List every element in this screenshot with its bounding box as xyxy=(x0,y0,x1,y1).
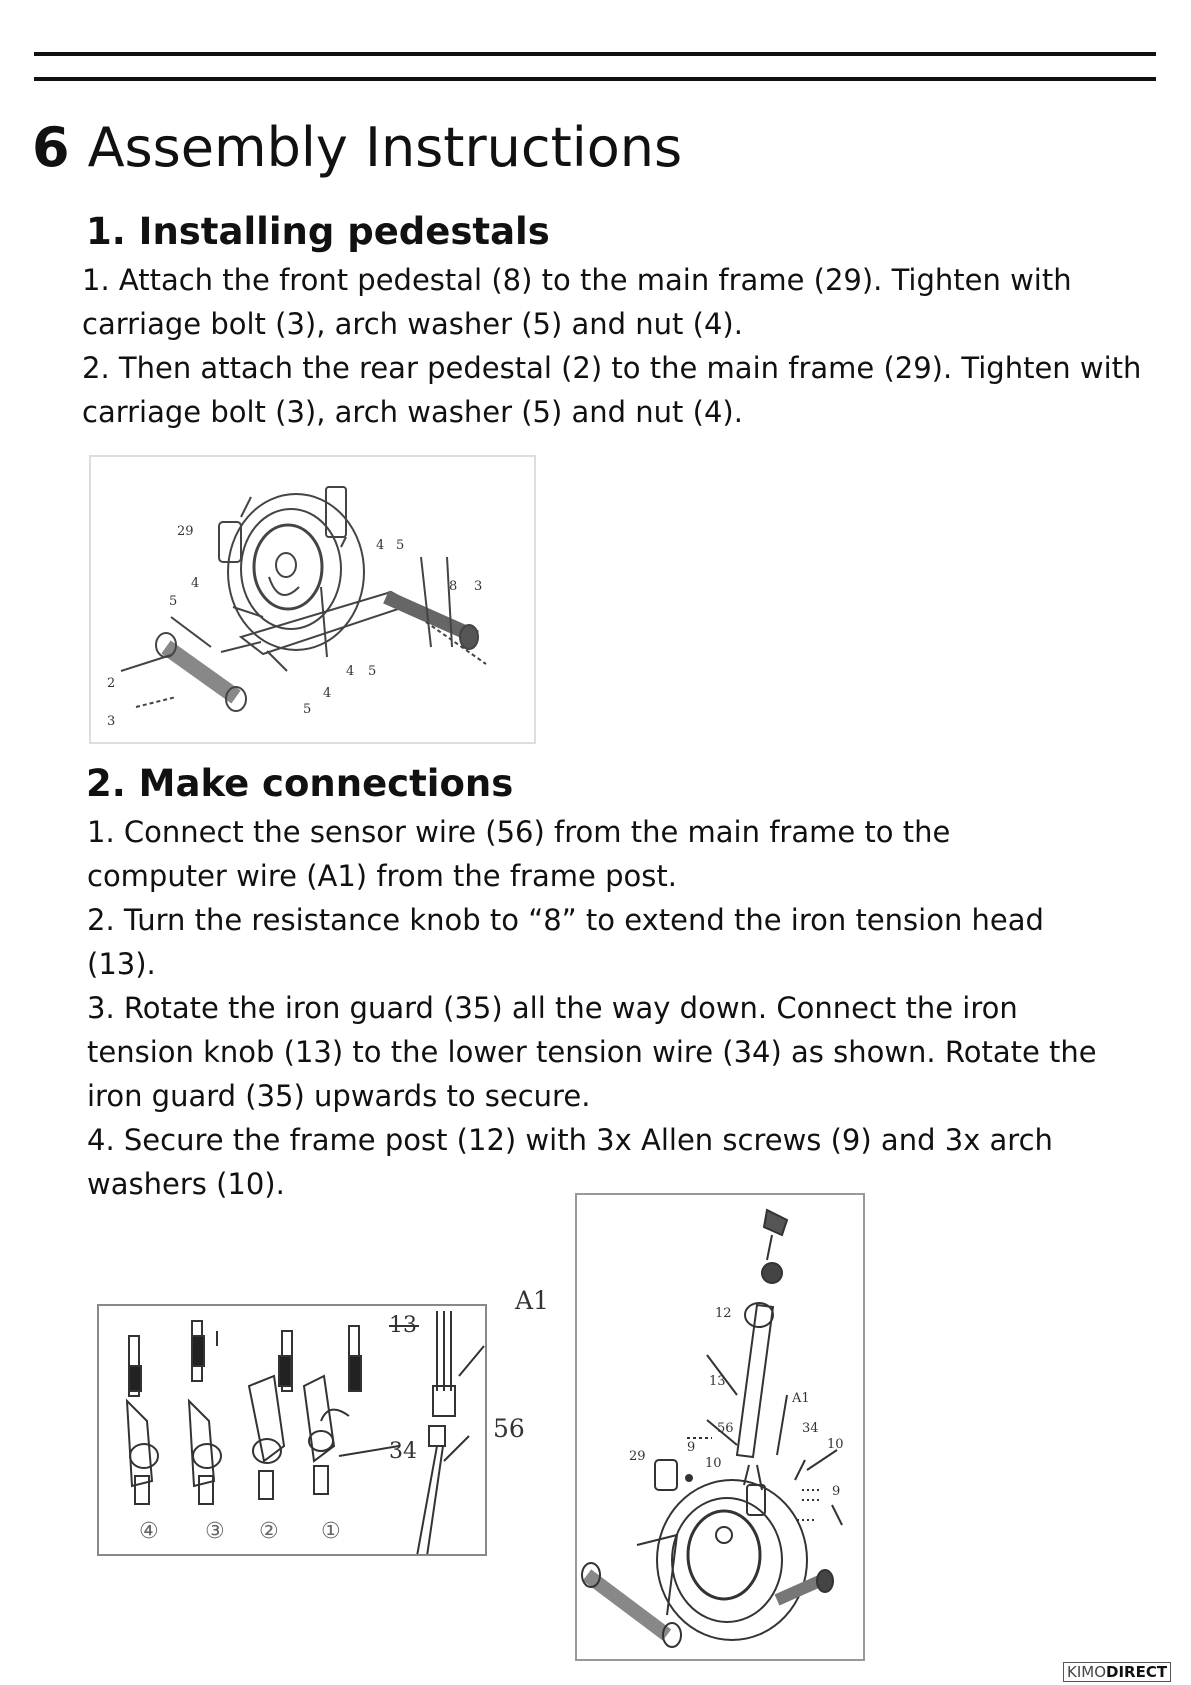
sequence-frame-4 xyxy=(127,1336,158,1504)
sequence-frame-3 xyxy=(189,1321,221,1504)
pedestal-diagram xyxy=(91,457,534,742)
callout-9a: 9 xyxy=(687,1440,696,1455)
callout-34: 34 xyxy=(389,1439,417,1464)
logo-part-2: DIRECT xyxy=(1106,1663,1168,1681)
callout-4d: 4 xyxy=(323,686,332,701)
section-1-steps xyxy=(82,258,1142,434)
top-rule xyxy=(34,52,1156,56)
pedestal-callouts xyxy=(107,524,482,729)
frame-post-callouts xyxy=(629,1306,844,1499)
chapter-title: Assembly Instructions xyxy=(87,116,683,179)
callout-5a: 5 xyxy=(396,538,405,553)
callout-56b: 56 xyxy=(717,1421,734,1436)
callout-4b: 4 xyxy=(191,576,200,591)
callout-29: 29 xyxy=(177,524,194,539)
section-1-step-1: 1. Attach the front pedestal (8) to the main frame (29). Tighten with carriage bolt (3), arch washer (5) and nut (4). xyxy=(82,263,1072,341)
callout-4c: 4 xyxy=(346,664,355,679)
callout-5c: 5 xyxy=(368,664,377,679)
section-1-step-2: 2. Then attach the rear pedestal (2) to the main frame (29). Tighten with carriage bolt (3), arch washer (5) and nut (4). xyxy=(82,351,1142,429)
section-2-steps xyxy=(87,810,1097,1206)
callout-4a: 4 xyxy=(376,538,385,553)
connection-callouts xyxy=(389,1313,417,1464)
callout-29b: 29 xyxy=(629,1449,646,1464)
callout-5d: 5 xyxy=(303,702,312,717)
callout-a1b: A1 xyxy=(792,1391,810,1406)
frame-post-figure xyxy=(575,1193,865,1661)
callout-34b: 34 xyxy=(802,1421,819,1436)
pedestal-figure xyxy=(89,455,536,744)
callout-9b: 9 xyxy=(832,1484,841,1499)
kimodirect-logo xyxy=(1063,1662,1171,1682)
step-marker-2: ② xyxy=(259,1519,279,1544)
callout-10a: 10 xyxy=(705,1456,722,1471)
step-marker-4: ④ xyxy=(139,1519,159,1544)
sequence-frame-2 xyxy=(249,1331,292,1499)
connection-diagram xyxy=(99,1306,485,1554)
callout-56: 56 xyxy=(493,1414,525,1443)
chapter-number: 6 xyxy=(32,116,70,179)
callout-13b: 13 xyxy=(709,1374,726,1389)
callout-8: 8 xyxy=(449,579,458,594)
section-2-step-1: 1. Connect the sensor wire (56) from the main frame to the computer wire (A1) from the frame post. xyxy=(87,815,951,893)
section-1-heading: 1. Installing pedestals xyxy=(86,210,550,253)
callout-3a: 3 xyxy=(474,579,483,594)
sequence-numbers xyxy=(139,1519,341,1544)
chapter-heading xyxy=(32,116,682,180)
callout-a1: A1 xyxy=(515,1286,549,1315)
section-2-step-3: 3. Rotate the iron guard (35) all the way down. Connect the iron tension knob (13) to the lower tension wire (34) as shown. Rotate the iron guard (35) upwards to secure. xyxy=(87,991,1097,1113)
callout-10b: 10 xyxy=(827,1437,844,1452)
section-2-step-2: 2. Turn the resistance knob to “8” to extend the iron tension head (13). xyxy=(87,903,1044,981)
connection-figure xyxy=(97,1304,487,1556)
second-rule xyxy=(34,77,1156,81)
callout-12: 12 xyxy=(715,1306,732,1321)
step-marker-1: ① xyxy=(321,1519,341,1544)
logo-part-1: KIMO xyxy=(1067,1663,1107,1681)
step-marker-3: ③ xyxy=(205,1519,225,1544)
callout-2: 2 xyxy=(107,676,116,691)
section-2-step-4: 4. Secure the frame post (12) with 3x Allen screws (9) and 3x arch washers (10). xyxy=(87,1123,1053,1201)
frame-post-diagram xyxy=(577,1195,863,1659)
callout-3b: 3 xyxy=(107,714,116,729)
section-2-heading: 2. Make connections xyxy=(86,762,514,805)
callout-5b: 5 xyxy=(169,594,178,609)
callout-13: 13 xyxy=(389,1313,417,1338)
sequence-frame-1 xyxy=(304,1326,361,1494)
